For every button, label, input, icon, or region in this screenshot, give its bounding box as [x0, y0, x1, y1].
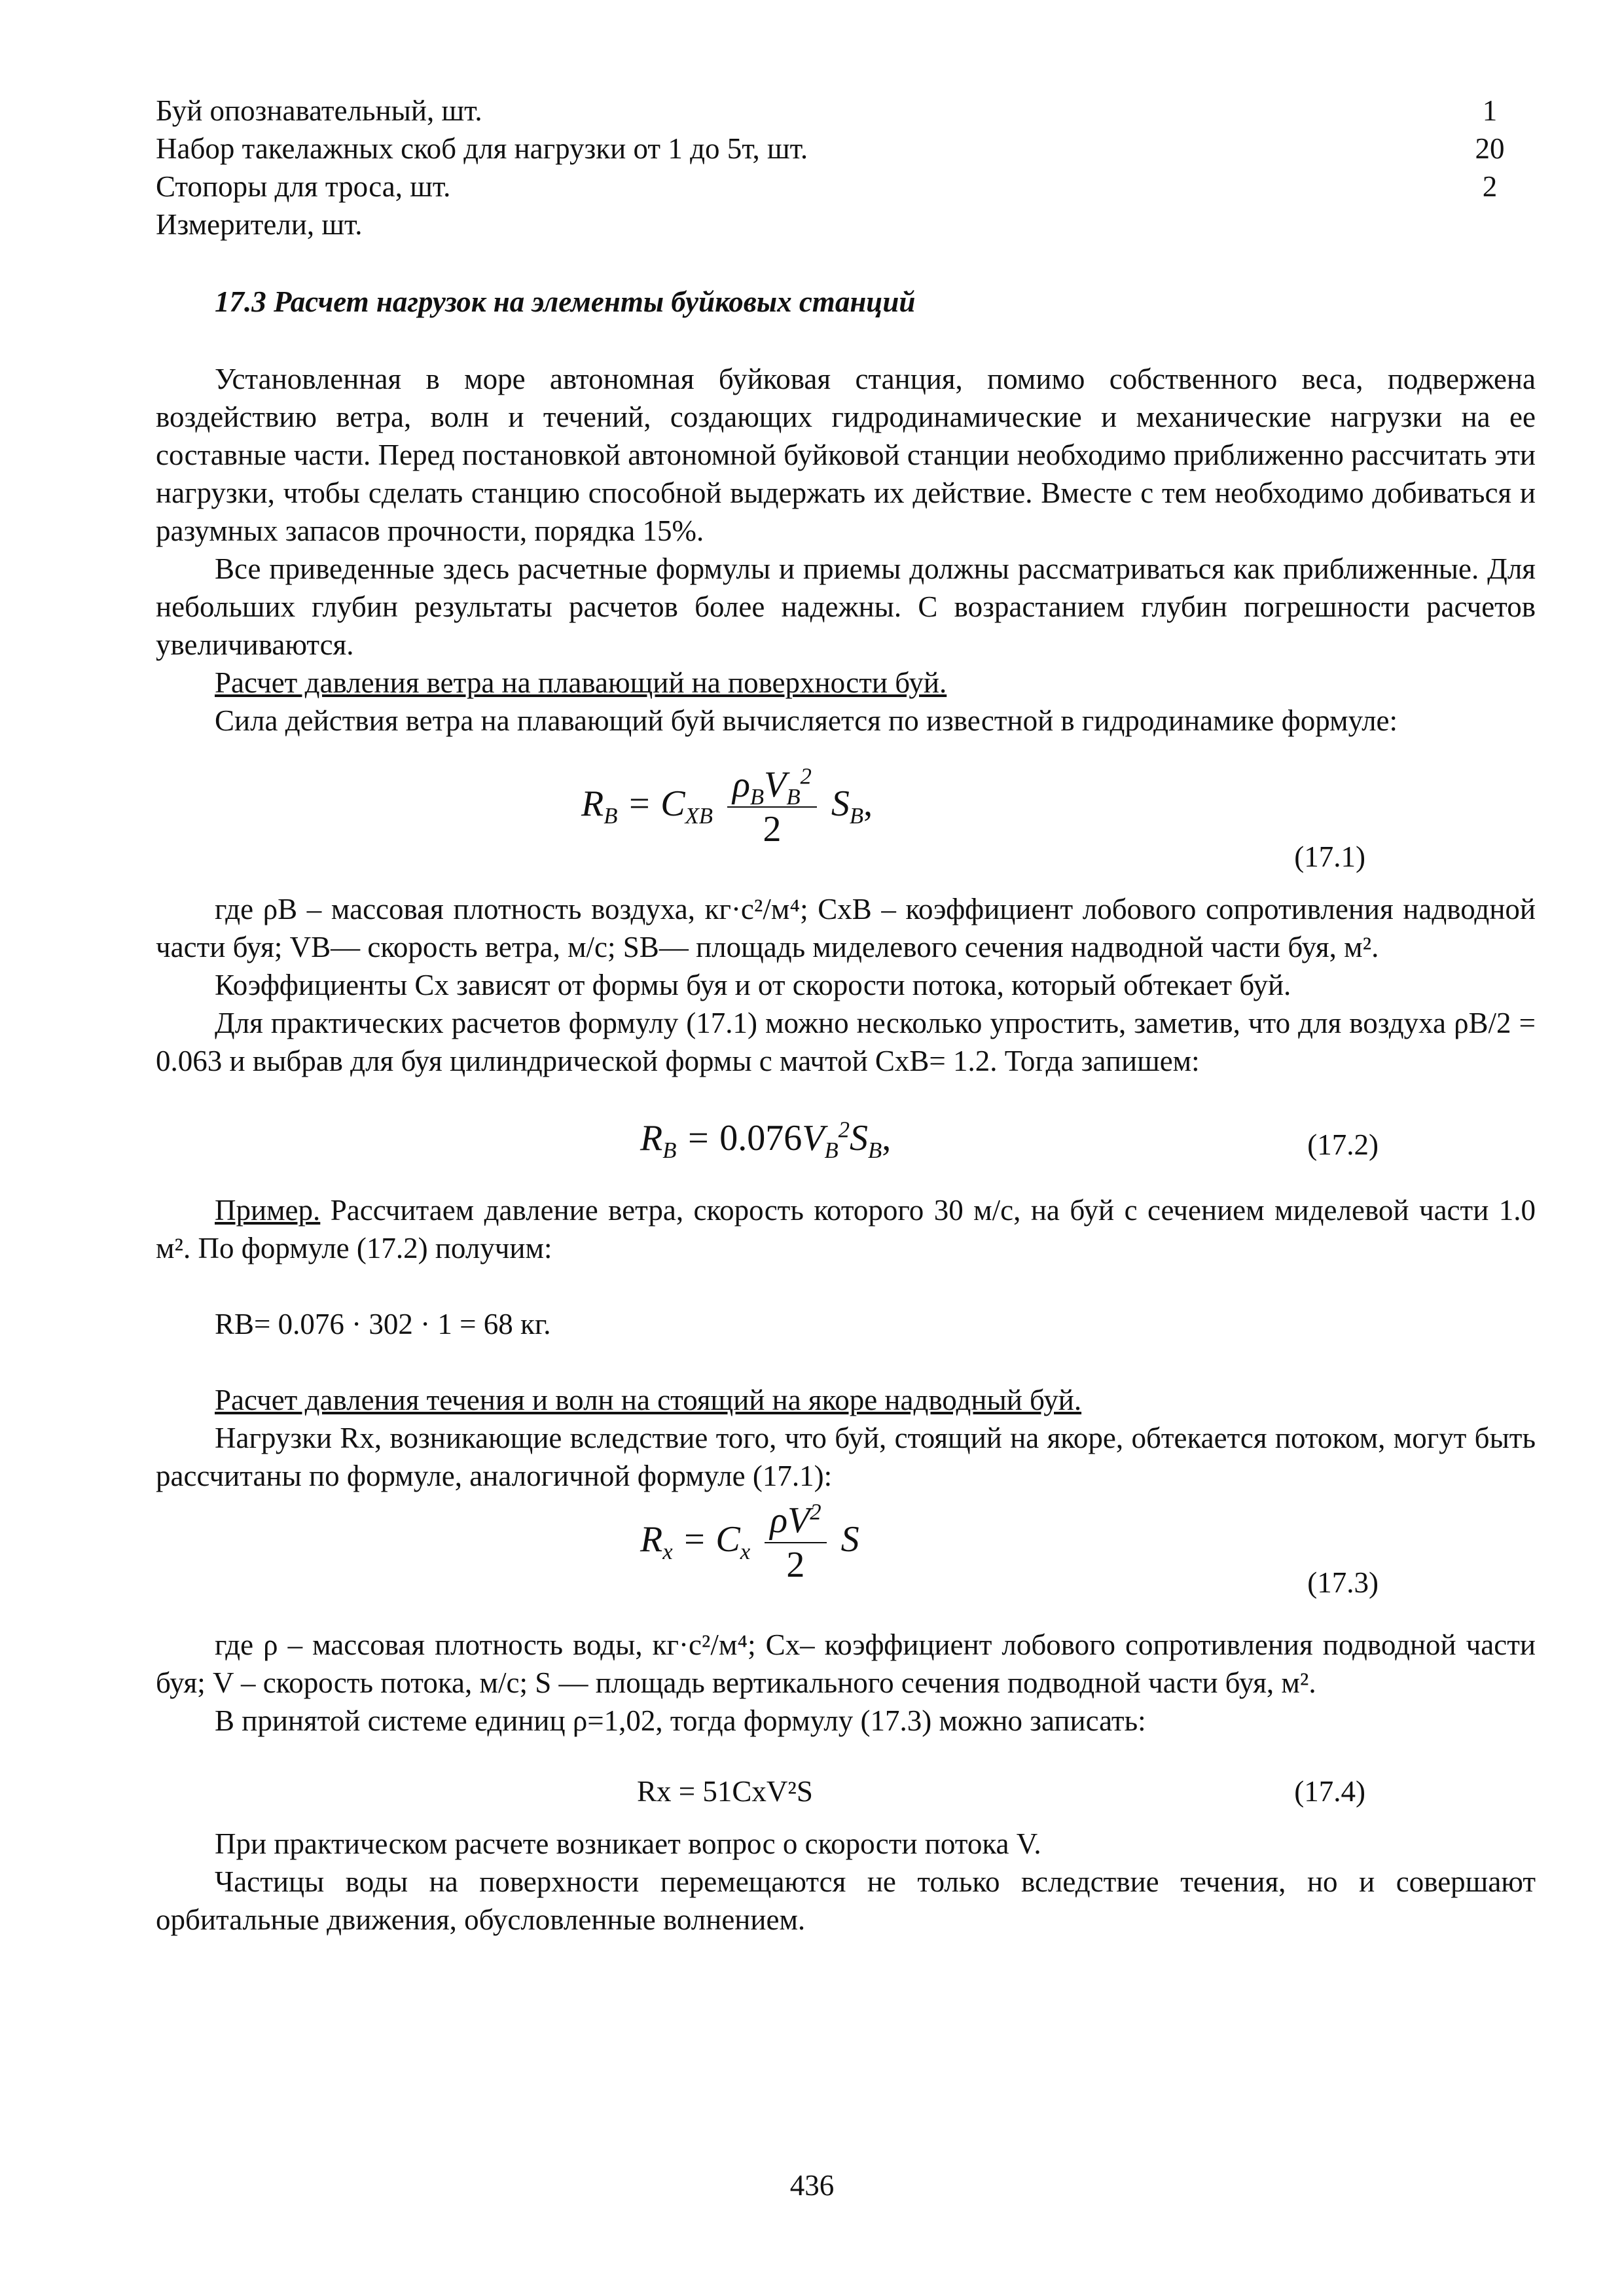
list-item-qty: 20 [1475, 132, 1505, 165]
paragraph: где ρ – массовая плотность воды, кг·c²/м⁴; Сх– коэффициент лобового сопротивления подводной части буя; V – скорость потока, м/с; S — площадь вертикального сечения подводной части буя, м². [156, 1628, 1536, 1699]
list-item [156, 130, 1536, 168]
formula-17-3 [156, 1495, 1536, 1626]
paragraph: В принятой системе единиц ρ=1,02, тогда формулу (17.3) можно записать: [215, 1704, 1146, 1737]
list-item-qty [1444, 206, 1536, 243]
page-number: 436 [789, 2169, 835, 2202]
list-item-name: Измерители, шт. [156, 208, 363, 241]
section-heading: 17.3 Расчет нагрузок на элементы буйковых станций [215, 285, 916, 318]
paragraph: Все приведенные здесь расчетные формулы и приемы должны рассматриваться как приближенные. Для небольших глубин результаты расчетов более надежны. С возрастанием глубин погрешности расчетов увеличиваются. [156, 552, 1536, 661]
formula-17-2 [156, 1080, 1536, 1191]
formula-17-4 [156, 1740, 1536, 1825]
page-content [156, 92, 1536, 1939]
subheading-current: Расчет давления течения и волн на стоящий на якоре надводный буй. [215, 1384, 1082, 1416]
example-label: Пример. [215, 1194, 321, 1227]
paragraph: Установленная в море автономная буйковая станция, помимо собственного веса, подвержена воздействию ветра, волн и течений, создающих гидродинамические и механические нагрузки на ее составные части. Перед постановкой автономной буйковой станции необходимо приближенно рассчитать эти нагрузки, чтобы сделать станцию способной выдержать их действие. Вместе с тем необходимо добиваться и разумных запасов прочности, порядка 15%. [156, 363, 1536, 547]
list-item-qty: 2 [1482, 170, 1498, 203]
paragraph: где ρB – массовая плотность воздуха, кг·c²/м⁴; СхB – коэффициент лобового сопротивления надводной части буя; VB— скорость ветра, м/с; SB— площадь миделевого сечения надводной части буя, м². [156, 893, 1536, 963]
formula-expression: $R_x = C_x$ $\frac{\rho V^2}{2}$ S [640, 1499, 859, 1585]
example-paragraph [156, 1191, 1536, 1267]
paragraph: Нагрузки Rx, возникающие вследствие того, что буй, стоящий на якоре, обтекается потоком, могут быть рассчитаны по формуле, аналогичной формуле (17.1): [156, 1422, 1536, 1492]
example-text: Рассчитаем давление ветра, скорость которого 30 м/с, на буй с сечением миделевой части 1.0 м². По формуле (17.2) получим: [156, 1194, 1536, 1265]
equation-number: (17.4) [1294, 1775, 1365, 1808]
paragraph: Для практических расчетов формулу (17.1) можно несколько упростить, заметив, что для воздуха ρB/2 = 0.063 и выбрав для буя цилиндрической формы с мачтой СхB= 1.2. Тогда запишем: [156, 1007, 1536, 1077]
paragraph: Коэффициенты Сх зависят от формы буя и от скорости потока, который обтекает буй. [215, 969, 1291, 1001]
list-item-name: Буй опознавательный, шт. [156, 94, 482, 127]
equation-number: (17.3) [1307, 1566, 1379, 1599]
equipment-list [156, 92, 1536, 243]
example-result: RB= 0.076 · 302 · 1 = 68 кг. [215, 1308, 551, 1340]
formula-fraction: $\frac{\rho V^2}{2}$ [765, 1501, 826, 1584]
paragraph: Частицы воды на поверхности перемещаются не только вследствие течения, но и совершают орбитальные движения, обусловленные волнением. [156, 1865, 1536, 1936]
equation-number: (17.2) [1307, 1128, 1379, 1161]
list-item [156, 206, 1536, 243]
paragraph: Сила действия ветра на плавающий буй вычисляется по известной в гидродинамике формуле: [215, 704, 1398, 737]
formula-expression: Rx = 51CxV²S [637, 1775, 813, 1808]
list-item [156, 168, 1536, 206]
paragraph: При практическом расчете возникает вопрос о скорости потока V. [215, 1827, 1041, 1860]
list-item-name: Набор такелажных скоб для нагрузки от 1 до 5т, шт. [156, 132, 808, 165]
list-item-name: Стопоры для троса, шт. [156, 170, 451, 203]
list-item [156, 92, 1536, 130]
formula-expression: $R_B = C_{XB}$ $\frac{\rho_BV_B^2}{2}$ $S_B$, [581, 763, 873, 850]
formula-17-1 [156, 740, 1536, 890]
formula-fraction: $\frac{\rho_BV_B^2}{2}$ [727, 766, 817, 848]
list-item-qty: 1 [1482, 94, 1498, 127]
equation-number: (17.1) [1294, 840, 1365, 873]
subheading-wind: Расчет давления ветра на плавающий на поверхности буй. [215, 666, 947, 699]
formula-expression: $R_B = 0.076V_B^2S_B$, [640, 1117, 892, 1164]
